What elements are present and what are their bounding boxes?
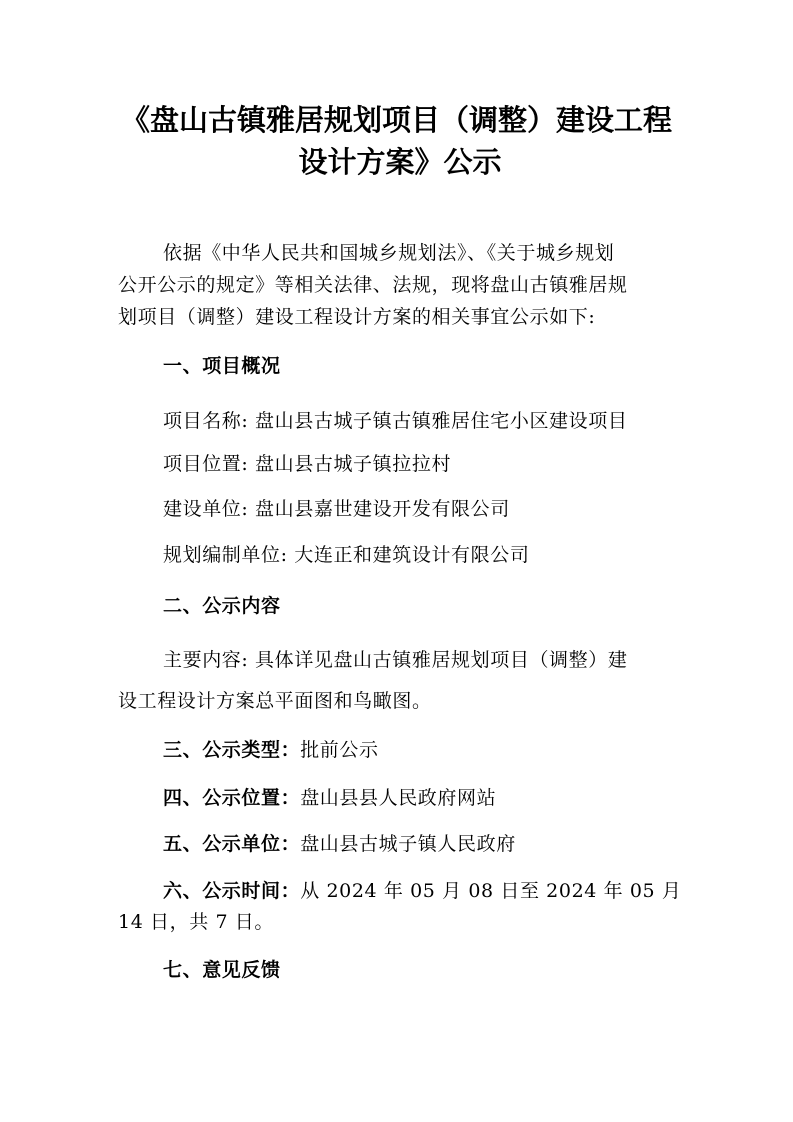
publicity-type — [163, 735, 379, 762]
publicity-unit — [163, 829, 516, 856]
publicity-unit-label: 五、公示单位： — [163, 833, 301, 855]
publicity-type-label: 三、公示类型： — [163, 739, 301, 761]
publicity-type-value: 批前公示 — [300, 739, 379, 761]
publicity-location-value: 盘山县县人民政府网站 — [300, 787, 497, 809]
publicity-time-line-2: 14 日，共 7 日。 — [118, 911, 274, 933]
document-title-line-1: 《盘山古镇雅居规划项目（调整）建设工程 — [120, 103, 672, 137]
intro-line-2: 公开公示的规定》等相关法律、法规，现将盘山古镇雅居规 — [118, 274, 628, 296]
section1-heading: 一、项目概况 — [163, 355, 281, 377]
publicity-location-label: 四、公示位置： — [163, 787, 301, 809]
intro-line-1: 依据《中华人民共和国城乡规划法》、《关于城乡规划 — [163, 242, 615, 264]
main-content-line-1: 主要内容: 具体详见盘山古镇雅居规划项目（调整）建 — [163, 649, 628, 671]
publicity-time-value: 从 2024 年 05 月 08 日至 2024 年 05 月 — [300, 880, 682, 902]
project-location: 项目位置: 盘山县古城子镇拉拉村 — [163, 453, 452, 475]
document-title-line-2: 设计方案》公示 — [298, 145, 502, 179]
intro-line-3: 划项目（调整）建设工程设计方案的相关事宜公示如下: — [118, 306, 596, 328]
publicity-unit-value: 盘山县古城子镇人民政府 — [300, 833, 516, 855]
construction-unit: 建设单位: 盘山县嘉世建设开发有限公司 — [163, 498, 510, 520]
section7-heading: 七、意见反馈 — [163, 959, 281, 981]
publicity-time — [163, 876, 681, 903]
planning-unit: 规划编制单位: 大连正和建筑设计有限公司 — [163, 544, 530, 566]
publicity-time-label: 六、公示时间： — [163, 880, 301, 902]
main-content-line-2: 设工程设计方案总平面图和鸟瞰图。 — [118, 690, 432, 712]
publicity-location — [163, 783, 496, 810]
section2-heading: 二、公示内容 — [163, 595, 281, 617]
project-name: 项目名称: 盘山县古城子镇古镇雅居住宅小区建设项目 — [163, 410, 628, 432]
